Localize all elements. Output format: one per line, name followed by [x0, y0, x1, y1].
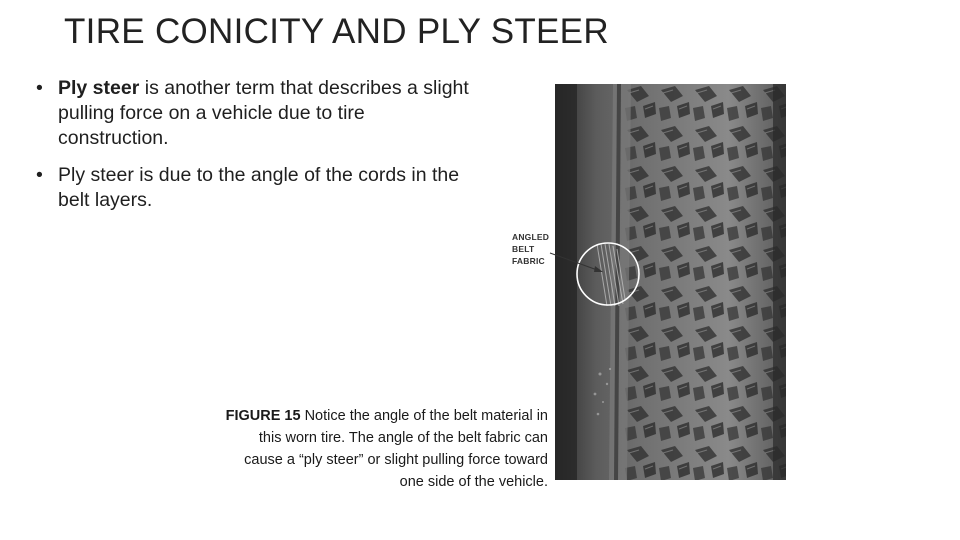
bullet-item: [36, 76, 476, 151]
slide-title: TIRE CONICITY AND PLY STEER: [64, 12, 609, 51]
bullet-list: [36, 76, 476, 225]
bullet-text: is another term that describes a slight pulling force on a vehicle due to tire construction.: [58, 77, 469, 149]
callout-line: FABRIC: [512, 256, 545, 266]
bullet-dot: •: [36, 164, 43, 186]
callout-line: ANGLED: [512, 232, 550, 242]
figure-caption: [222, 405, 548, 493]
bullet-item: [36, 163, 476, 213]
worn-tire-photo: [555, 84, 786, 480]
callout-line: BELT: [512, 244, 535, 254]
figure-caption-text: Notice the angle of the belt material in this worn tire. The angle of the belt fabric can cause a “ply steer” or slight pulling force toward one side of the vehicle.: [244, 408, 548, 490]
bullet-dot: •: [36, 77, 43, 99]
bullet-bold-term: Ply steer: [58, 77, 140, 99]
callout-label: [512, 231, 549, 267]
bullet-text: Ply steer is due to the angle of the cords in the belt layers.: [58, 164, 460, 211]
figure-label: FIGURE 15: [225, 408, 301, 424]
